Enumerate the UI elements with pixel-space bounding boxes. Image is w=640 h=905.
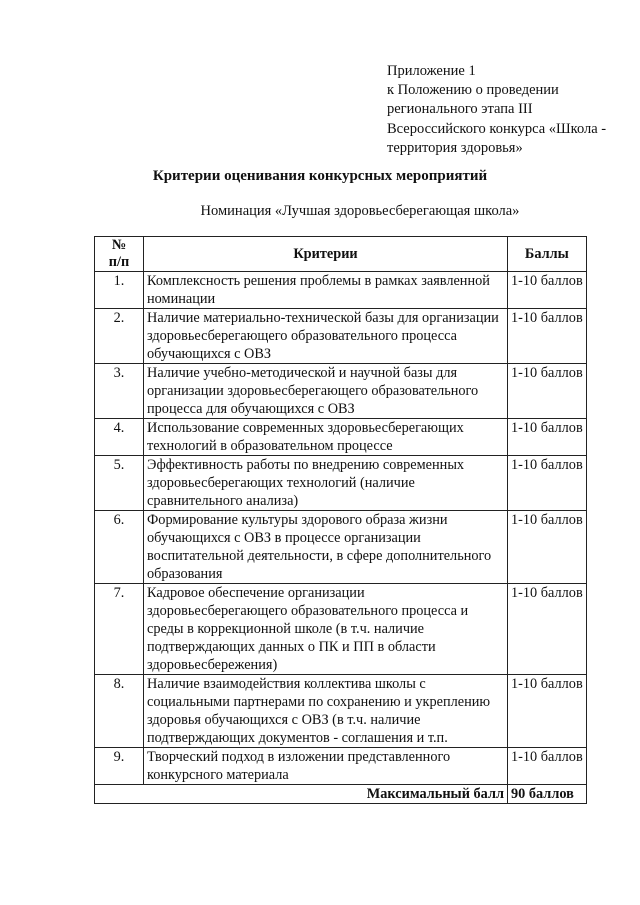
- appendix-note: [387, 62, 632, 158]
- table-header-row: [95, 237, 587, 272]
- appendix-line: Приложение 1: [387, 63, 476, 79]
- row-number: 7.: [95, 584, 144, 675]
- table-row: [95, 309, 587, 364]
- header-number-symbol: №: [111, 237, 127, 253]
- table-row: [95, 748, 587, 785]
- appendix-line: Всероссийского конкурса «Школа -: [387, 120, 607, 137]
- table-row: [95, 272, 587, 309]
- nomination-title: Номинация «Лучшая здоровьесберегающая школа»: [200, 203, 520, 219]
- row-criteria: Творческий подход в изложении представленного конкурсного материала: [144, 748, 508, 785]
- table-total-row: [95, 785, 587, 804]
- document-title: Критерии оценивания конкурсных мероприятий: [152, 168, 488, 184]
- row-number: 9.: [95, 748, 144, 785]
- row-score: 1-10 баллов: [508, 309, 587, 364]
- row-criteria: Кадровое обеспечение организации здоровьесберегающего образовательного процесса и среды в коррекционной школе (в т.ч. наличие подтверждающих данных о ПК и ПП в области здоровьесбережения): [144, 584, 508, 675]
- row-score: 1-10 баллов: [508, 364, 587, 419]
- table-row: [95, 364, 587, 419]
- row-criteria: Наличие материально-технической базы для организации здоровьесберегающего образовательного процесса обучающихся с ОВЗ: [144, 309, 508, 364]
- row-score: 1-10 баллов: [508, 272, 587, 309]
- table-row: [95, 419, 587, 456]
- table-row: [95, 675, 587, 748]
- header-number: [95, 237, 144, 272]
- table-row: [95, 584, 587, 675]
- row-number: 3.: [95, 364, 144, 419]
- row-score: 1-10 баллов: [508, 419, 587, 456]
- criteria-table: [94, 236, 587, 804]
- header-score: Баллы: [508, 237, 587, 272]
- row-criteria: Использование современных здоровьесберегающих технологий в образовательном процессе: [144, 419, 508, 456]
- row-number: 2.: [95, 309, 144, 364]
- row-criteria: Комплексность решения проблемы в рамках заявленной номинации: [144, 272, 508, 309]
- row-criteria: Эффективность работы по внедрению современных здоровьесберегающих технологий (наличие сравнительного анализа): [144, 456, 508, 511]
- row-score: 1-10 баллов: [508, 675, 587, 748]
- row-score: 1-10 баллов: [508, 511, 587, 584]
- row-number: 5.: [95, 456, 144, 511]
- table-row: [95, 456, 587, 511]
- appendix-line: к Положению о проведении: [387, 82, 559, 99]
- row-score: 1-10 баллов: [508, 456, 587, 511]
- row-number: 4.: [95, 419, 144, 456]
- row-number: 1.: [95, 272, 144, 309]
- total-label: Максимальный балл: [95, 785, 508, 804]
- header-number-abbr: п/п: [108, 254, 130, 270]
- row-criteria: Наличие учебно-методической и научной базы для организации здоровьесберегающего образовательного процесса для обучающихся с ОВЗ: [144, 364, 508, 419]
- appendix-line: территория здоровья»: [387, 139, 523, 156]
- row-number: 8.: [95, 675, 144, 748]
- row-number: 6.: [95, 511, 144, 584]
- total-value: 90 баллов: [508, 785, 587, 804]
- table-row: [95, 511, 587, 584]
- appendix-line: регионального этапа III: [387, 101, 533, 118]
- row-score: 1-10 баллов: [508, 584, 587, 675]
- row-criteria: Формирование культуры здорового образа жизни обучающихся с ОВЗ в процессе организации воспитательной деятельности, в сфере дополнительного образования: [144, 511, 508, 584]
- row-score: 1-10 баллов: [508, 748, 587, 785]
- row-criteria: Наличие взаимодействия коллектива школы с социальными партнерами по сохранению и укреплению здоровья обучающихся с ОВЗ (в т.ч. наличие подтверждающих документов - соглашения и т.п.: [144, 675, 508, 748]
- header-criteria: Критерии: [144, 237, 508, 272]
